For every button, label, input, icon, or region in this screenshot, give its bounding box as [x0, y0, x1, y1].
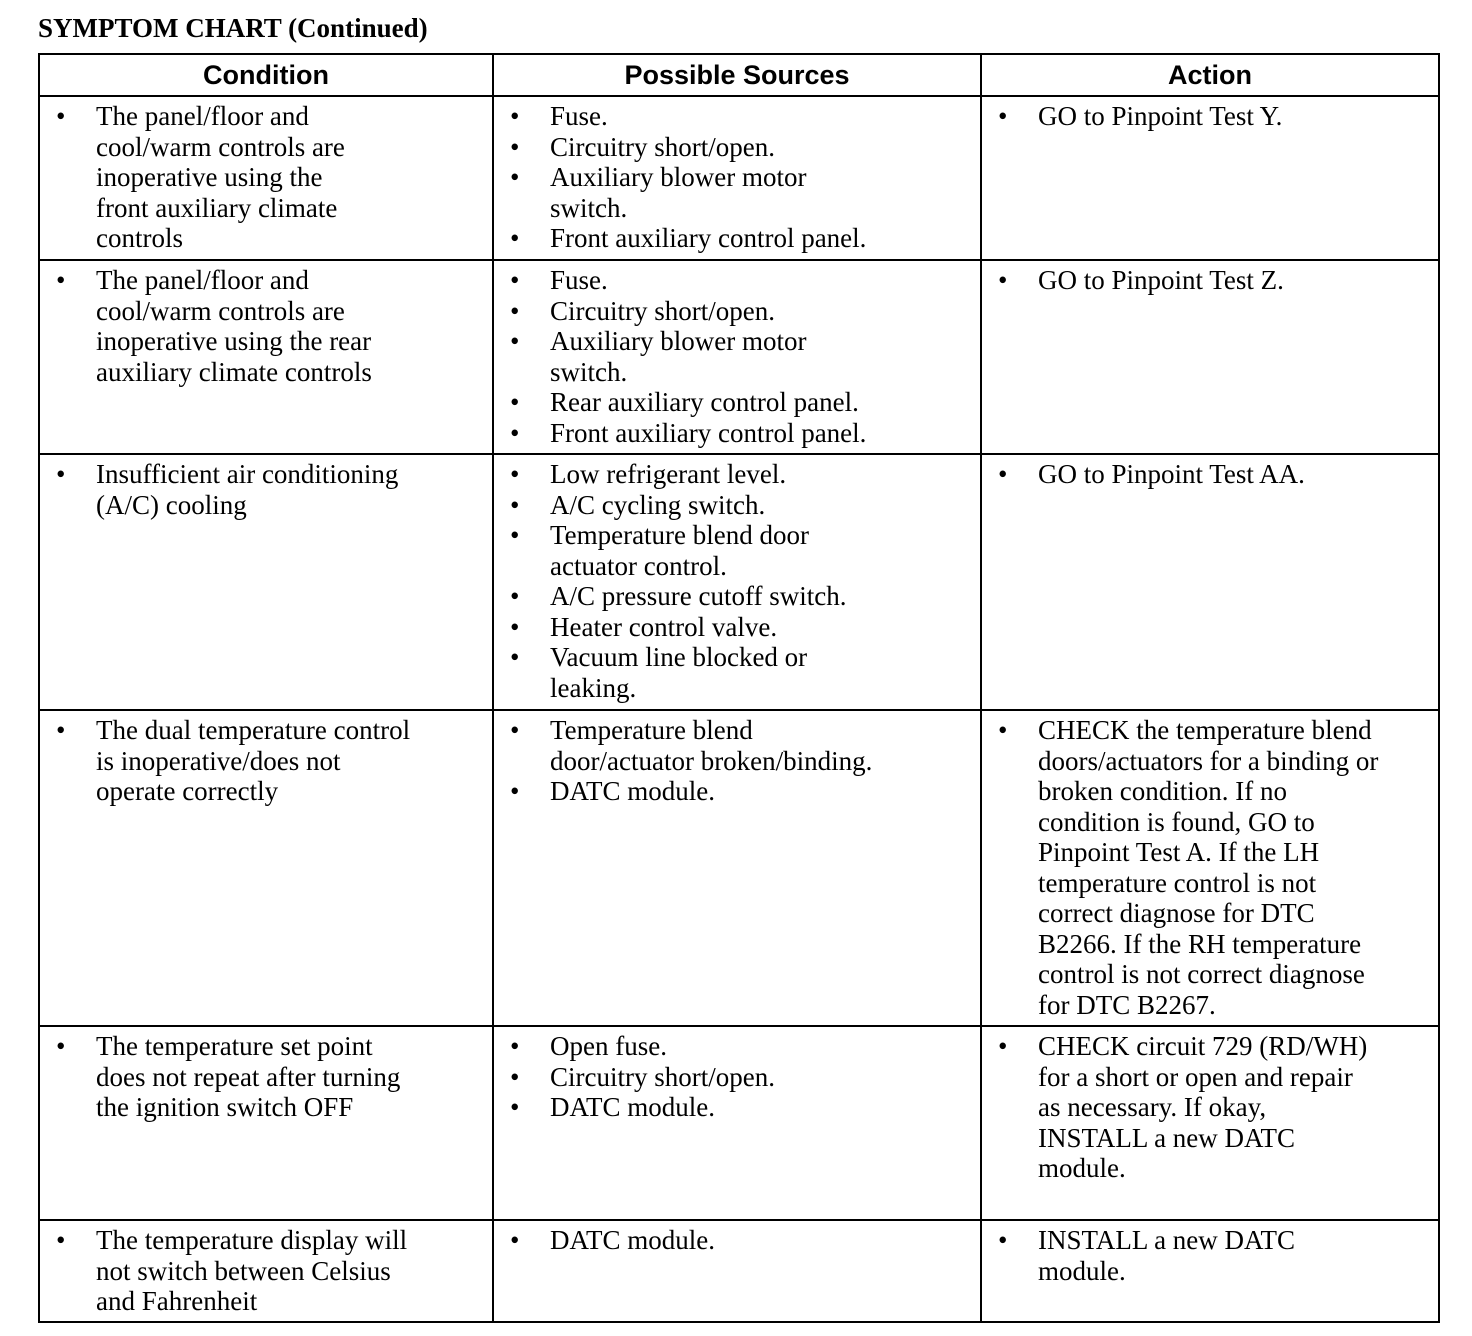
- column-header-condition: Condition: [39, 54, 493, 96]
- action-cell: [981, 454, 1439, 710]
- action-cell: [981, 1220, 1439, 1322]
- table-row: [39, 1026, 1439, 1220]
- bullet-icon: •: [510, 520, 520, 550]
- bullet-icon: •: [510, 223, 520, 253]
- bullet-icon: •: [510, 387, 520, 417]
- list-item: • Auxiliary blower motor switch.: [510, 162, 807, 223]
- condition-cell: [39, 1026, 493, 1220]
- symptom-chart-table: [38, 53, 1440, 1323]
- header-row: [39, 54, 1439, 96]
- list-item: • CHECK the temperature blend doors/actuators for a binding or broken condition. If no condition is found, GO to Pinpoint Test A. If the LH temperature control is not correct diagnose for DTC B2266. If the RH temperature control is not correct diagnose for DTC B2267.: [998, 715, 1379, 1020]
- list-item: • GO to Pinpoint Test Y.: [998, 101, 1283, 131]
- condition-cell: [39, 96, 493, 260]
- bullet-icon: •: [510, 459, 520, 489]
- bullet-icon: •: [510, 581, 520, 611]
- bullet-icon: •: [510, 489, 520, 520]
- list-item: • Fuse.: [510, 101, 608, 131]
- list-item: • Insufficient air conditioning (A/C) cooling: [56, 459, 399, 520]
- list-item: • The panel/floor and cool/warm controls are inoperative using the front auxiliary climate controls: [56, 101, 345, 253]
- table-row: [39, 454, 1439, 710]
- action-cell: [981, 710, 1439, 1026]
- table-row: [39, 96, 1439, 260]
- bullet-icon: •: [510, 1092, 520, 1122]
- bullet-icon: •: [998, 101, 1008, 131]
- column-header-action: Action: [981, 54, 1439, 96]
- bullet-icon: •: [998, 715, 1008, 745]
- list-item: • Open fuse.: [510, 1031, 667, 1061]
- list-item: • Auxiliary blower motor switch.: [510, 326, 807, 387]
- table-row: [39, 1220, 1439, 1322]
- bullet-icon: •: [510, 776, 520, 806]
- list-item: • DATC module.: [510, 1225, 715, 1255]
- table-row: [39, 260, 1439, 454]
- list-item: • A/C pressure cutoff switch.: [510, 581, 847, 611]
- bullet-icon: •: [510, 611, 520, 642]
- bullet-icon: •: [510, 642, 520, 672]
- list-item: • Heater control valve.: [510, 611, 778, 642]
- condition-cell: [39, 260, 493, 454]
- action-cell: [981, 96, 1439, 260]
- list-item: • CHECK circuit 729 (RD/WH) for a short or open and repair as necessary. If okay, INSTALL a new DATC module.: [998, 1031, 1368, 1183]
- list-item: • DATC module.: [510, 1092, 715, 1122]
- column-header-possible-sources: Possible Sources: [493, 54, 981, 96]
- bullet-icon: •: [56, 459, 66, 489]
- list-item: • Low refrigerant level.: [510, 459, 787, 489]
- bullet-icon: •: [510, 131, 520, 162]
- bullet-icon: •: [998, 1225, 1008, 1255]
- bullet-icon: •: [510, 1061, 520, 1092]
- sources-cell: [493, 260, 981, 454]
- bullet-icon: •: [510, 1225, 520, 1255]
- list-item: • Fuse.: [510, 265, 608, 295]
- bullet-icon: •: [56, 265, 66, 295]
- list-item: • Temperature blend door actuator control.: [510, 520, 810, 581]
- bullet-icon: •: [510, 417, 520, 448]
- page-title: SYMPTOM CHART (Continued): [38, 13, 428, 43]
- list-item: • Circuitry short/open.: [510, 1061, 775, 1092]
- condition-cell: [39, 1220, 493, 1322]
- list-item: • Temperature blend door/actuator broken/binding.: [510, 715, 873, 776]
- list-item: • The temperature display will not switch between Celsius and Fahrenheit: [56, 1225, 408, 1316]
- action-cell: [981, 1026, 1439, 1220]
- sources-cell: [493, 1220, 981, 1322]
- sources-cell: [493, 96, 981, 260]
- list-item: • The panel/floor and cool/warm controls are inoperative using the rear auxiliary climate controls: [56, 265, 372, 387]
- bullet-icon: •: [56, 1225, 66, 1255]
- bullet-icon: •: [510, 715, 520, 745]
- sources-cell: [493, 1026, 981, 1220]
- list-item: • Front auxiliary control panel.: [510, 223, 867, 253]
- list-item: • A/C cycling switch.: [510, 489, 766, 520]
- bullet-icon: •: [510, 295, 520, 326]
- condition-cell: [39, 454, 493, 710]
- bullet-icon: •: [510, 101, 520, 131]
- table-row: [39, 710, 1439, 1026]
- list-item: • The dual temperature control is inoperative/does not operate correctly: [56, 715, 411, 806]
- action-cell: [981, 260, 1439, 454]
- list-item: • Circuitry short/open.: [510, 131, 775, 162]
- condition-cell: [39, 710, 493, 1026]
- bullet-icon: •: [510, 265, 520, 295]
- bullet-icon: •: [998, 265, 1008, 295]
- bullet-icon: •: [56, 715, 66, 745]
- list-item: • INSTALL a new DATC module.: [998, 1225, 1296, 1286]
- bullet-icon: •: [998, 1031, 1008, 1061]
- list-item: • Vacuum line blocked or leaking.: [510, 642, 808, 703]
- bullet-icon: •: [56, 1031, 66, 1061]
- bullet-icon: •: [510, 162, 520, 192]
- bullet-icon: •: [510, 1031, 520, 1061]
- list-item: • GO to Pinpoint Test AA.: [998, 459, 1305, 489]
- list-item: • The temperature set point does not repeat after turning the ignition switch OFF: [56, 1031, 401, 1122]
- list-item: • Rear auxiliary control panel.: [510, 387, 859, 417]
- list-item: • Front auxiliary control panel.: [510, 417, 867, 448]
- bullet-icon: •: [510, 326, 520, 356]
- bullet-icon: •: [998, 459, 1008, 489]
- bullet-icon: •: [56, 101, 66, 131]
- list-item: • Circuitry short/open.: [510, 295, 775, 326]
- sources-cell: [493, 710, 981, 1026]
- list-item: • DATC module.: [510, 776, 715, 806]
- list-item: • GO to Pinpoint Test Z.: [998, 265, 1284, 295]
- sources-cell: [493, 454, 981, 710]
